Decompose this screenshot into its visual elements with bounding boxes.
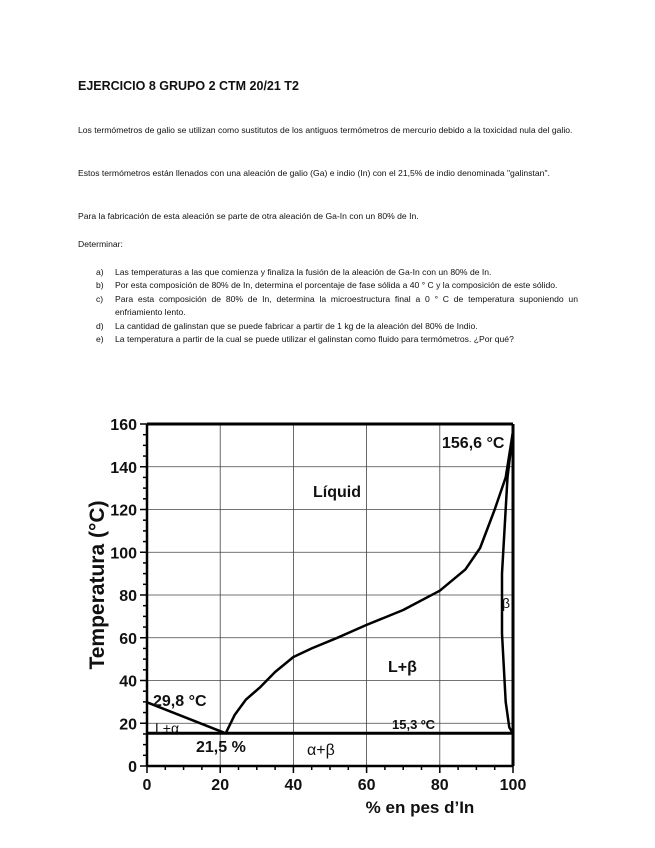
question-text: La cantidad de galinstan que se puede fabricar a partir de 1 kg de la aleación del 80% de Indio. bbox=[115, 320, 478, 331]
question-mark: e) bbox=[96, 334, 104, 345]
y-tick-label: 60 bbox=[119, 630, 137, 648]
x-tick-label: 100 bbox=[499, 777, 527, 794]
region-label-l-alpha: L+α bbox=[155, 720, 180, 736]
exercise-title: EJERCICIO 8 GRUPO 2 CTM 20/21 T2 bbox=[78, 79, 299, 93]
y-tick-label: 160 bbox=[110, 417, 137, 434]
annotation-eutectic-comp: 21,5 % bbox=[196, 739, 246, 756]
annotation-in-melting: 156,6 °C bbox=[442, 435, 505, 452]
question-mark: d) bbox=[96, 320, 104, 331]
y-tick-label: 80 bbox=[119, 588, 137, 605]
y-tick-label: 40 bbox=[119, 673, 137, 691]
region-label-alpha-beta: α+β bbox=[307, 742, 335, 759]
annotation-eutectic-temp: 15,3 ºC bbox=[392, 717, 436, 732]
y-tick-label: 0 bbox=[128, 759, 137, 776]
question-mark: c) bbox=[96, 293, 104, 304]
question-text: La temperatura a partir de la cual se puede utilizar el galinstan como fluido para termómetros. ¿Por qué? bbox=[115, 334, 514, 345]
alloy-paragraph: Estos termómetros están llenados con una aleación de galio (Ga) e indio (In) con el 21,5% de indio denominada "galinstan". bbox=[78, 168, 550, 178]
y-tick-label: 20 bbox=[119, 716, 137, 734]
question-mark: a) bbox=[96, 267, 104, 277]
annotation-ga-melting: 29,8 °C bbox=[153, 693, 207, 710]
y-tick-label: 140 bbox=[110, 459, 137, 477]
determine-label: Determinar: bbox=[78, 239, 123, 249]
region-label-beta: β bbox=[502, 595, 511, 611]
y-tick-label: 120 bbox=[110, 502, 137, 520]
fabrication-paragraph: Para la fabricación de esta aleación se parte de otra aleación de Ga-In con un 80% de In. bbox=[78, 211, 419, 221]
region-label-l-beta: L+β bbox=[388, 659, 417, 676]
question-text: Las temperaturas a las que comienza y finaliza la fusión de la aleación de Ga-In con un 80% de In. bbox=[115, 267, 492, 277]
x-tick-label: 40 bbox=[284, 777, 303, 794]
chart-labels bbox=[86, 417, 526, 817]
y-axis-title: Temperatura (°C) bbox=[86, 500, 109, 670]
question-text: Por esta composición de 80% de In, determina el porcentaje de fase sólida a 40 ° C y la composición de este sólido. bbox=[115, 280, 558, 291]
solidus-beta-curve bbox=[502, 431, 513, 733]
y-tick-label: 100 bbox=[110, 545, 137, 563]
x-tick-label: 0 bbox=[142, 777, 152, 794]
x-tick-label: 20 bbox=[211, 777, 230, 794]
region-label-liquid: Líquid bbox=[313, 484, 361, 501]
question-mark: b) bbox=[96, 280, 104, 291]
chart-grid bbox=[147, 424, 513, 766]
intro-paragraph: Los termómetros de galio se utilizan como sustitutos de los antiguos termómetros de mercurio debido a la toxicidad nula del galio. bbox=[78, 125, 573, 135]
x-axis-title: % en pes d’In bbox=[365, 798, 475, 817]
x-tick-label: 80 bbox=[430, 777, 449, 794]
x-tick-label: 60 bbox=[357, 777, 376, 794]
liquidus-beta-curve bbox=[226, 431, 513, 733]
question-text: Para esta composición de 80% de In, determina la microestructura final a 0 ° C de temperatura suponiendo un enfriamiento lento. bbox=[115, 293, 578, 318]
